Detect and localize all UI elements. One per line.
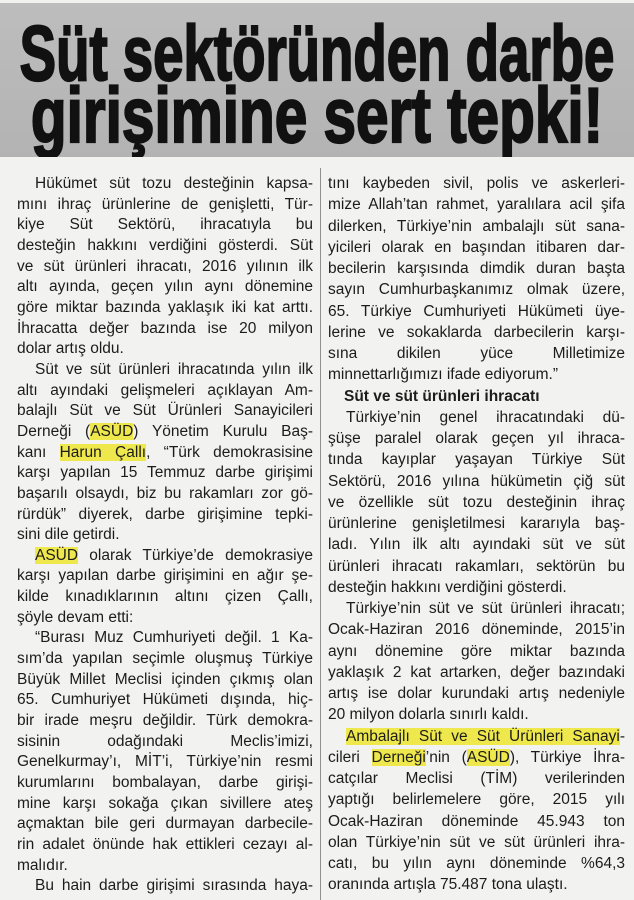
text-segment: Derneği ( xyxy=(17,422,91,440)
text-line xyxy=(17,814,313,835)
text-segment: tını kaybeden sivil, polis ve askerleri- xyxy=(328,175,625,192)
headline-line: girişimine sert tepki! xyxy=(30,71,604,157)
headline-line: Süt sektöründen darbe xyxy=(19,9,615,97)
text-line xyxy=(328,449,625,470)
text-segment: ladı. Yılın ilk altı ayındaki süt ve süt xyxy=(328,536,625,554)
text-line xyxy=(17,422,313,443)
text-segment: olan Türkiye’nin süt ve süt ürünleri ihra- xyxy=(328,833,625,851)
paragraph xyxy=(328,598,625,726)
text-segment: - xyxy=(619,727,625,745)
text-segment: desteğin hakkını verdiğini gösterdi. Süt xyxy=(17,236,313,254)
text-segment: yaklaşık 2 kat artarken, değer bazındaki xyxy=(328,663,625,681)
text-line xyxy=(328,364,625,385)
text-line xyxy=(17,381,313,402)
highlighted-text: ASÜD xyxy=(35,546,79,564)
text-segment: oranında artışla 75.487 tona ulaştı. xyxy=(328,876,568,894)
text-line xyxy=(328,598,625,619)
text-segment: Büyük Millet Meclisi içinden çıkmış olan xyxy=(17,670,313,688)
text-line xyxy=(17,463,313,484)
text-line xyxy=(17,195,313,216)
text-segment: ’nin ( xyxy=(425,748,467,766)
text-line xyxy=(328,662,625,683)
text-segment: Genelkurmay’ı, MİT’i, Türkiye’nin resmi xyxy=(17,753,313,771)
paragraph xyxy=(328,726,625,896)
text-line xyxy=(328,534,625,555)
text-segment: Ocak-Haziran 2016 döneminde, 2015’in xyxy=(328,621,625,639)
text-line xyxy=(328,513,625,534)
text-line xyxy=(17,649,313,670)
text-line xyxy=(17,443,313,464)
text-line xyxy=(17,835,313,856)
text-line xyxy=(17,215,313,236)
text-segment: mize Allah’tan rahmet, yaralılara acil şifa xyxy=(328,196,625,214)
text-segment: yaptığı belirlemelere göre, 2015 yılı xyxy=(328,791,625,809)
text-line xyxy=(17,773,313,794)
text-line xyxy=(17,505,313,526)
text-line xyxy=(17,484,313,505)
text-line xyxy=(17,732,313,753)
text-segment: olarak Türkiye’de demokrasiye xyxy=(78,546,313,564)
paragraph xyxy=(17,876,313,897)
text-segment: Türkiye’nin süt ve süt ürünleri ihracatı; xyxy=(346,600,625,617)
text-segment: balajlı Süt ve Süt Ürünleri Sanayicileri xyxy=(17,402,313,420)
text-segment: aynı dönemine göre miktar bazında xyxy=(328,642,625,660)
text-segment: kiye Süt Sektörü, ihracatıyla bu xyxy=(17,216,313,234)
text-line xyxy=(328,258,625,279)
paragraph xyxy=(17,174,313,360)
article-column-left xyxy=(17,174,313,897)
highlighted-text: ASÜD xyxy=(466,748,510,766)
paragraph xyxy=(328,407,625,598)
text-line xyxy=(17,257,313,278)
text-line xyxy=(17,546,313,567)
text-line xyxy=(17,401,313,422)
text-line xyxy=(17,277,313,298)
text-segment: ) Yönetim Kurulu Baş- xyxy=(133,422,314,440)
text-segment: sayın Cumhurbaşkanımız olmak üzere, xyxy=(328,281,625,299)
text-line xyxy=(17,628,313,649)
text-line xyxy=(328,322,625,343)
subheading: Süt ve süt ürünleri ihracatı xyxy=(344,387,540,405)
text-segment: ), Türkiye İhra- xyxy=(509,748,625,766)
text-segment: Bu hain darbe girişimi sırasında haya- xyxy=(35,877,313,895)
text-line xyxy=(328,789,625,810)
text-segment: şüşe paralel olarak geçen yıl ihraca- xyxy=(328,430,625,447)
text-line xyxy=(17,752,313,773)
text-line xyxy=(328,619,625,640)
text-line xyxy=(17,174,313,195)
text-segment: başarılı olsaydı, biz bu rakamları zor gö- xyxy=(17,484,313,502)
text-segment: bir irade meşru değildir. Türk demokra- xyxy=(17,712,313,730)
text-segment: mını ihraç ürünlerine de genişletti, Tür- xyxy=(17,195,313,213)
text-segment: “Burası Muz Cumhuriyeti değil. 1 Ka- xyxy=(35,629,313,647)
text-segment: açmaktan bile geri durmayan darbecile- xyxy=(17,815,313,833)
text-segment: lerine ve sokaklarda darbecilerin karşı- xyxy=(328,323,625,341)
text-segment: sisinin odağındaki Meclis’imizi, xyxy=(17,732,313,750)
text-line xyxy=(328,216,625,237)
highlighted-text: Harun Çallı xyxy=(59,443,147,461)
text-line xyxy=(17,794,313,815)
text-line xyxy=(328,471,625,492)
text-segment: , “Türk demokrasisine xyxy=(146,443,314,461)
text-segment: Sektörü, 2016 yılına hükümetin çiğ süt xyxy=(328,472,625,490)
text-line xyxy=(328,853,625,874)
text-line xyxy=(328,407,625,428)
text-line xyxy=(328,704,625,725)
text-segment: ürünleri ihracatı rakamları, sektörün bu xyxy=(328,557,625,575)
text-line xyxy=(17,608,313,629)
text-line xyxy=(328,556,625,577)
text-segment: desteğin hakkını verdiğini gösterdi. xyxy=(328,578,567,596)
text-line xyxy=(17,587,313,608)
highlighted-text: ASÜD xyxy=(90,422,134,440)
text-segment: göre miktar bazında yaklaşık iki kat arttı. xyxy=(17,298,313,316)
text-line xyxy=(328,726,625,747)
text-segment: İhracatta değer bazında ise 20 milyon xyxy=(17,319,313,337)
text-line xyxy=(328,832,625,853)
text-line xyxy=(328,173,625,194)
article-column-right xyxy=(328,173,625,896)
text-segment: yicileri olarak en başından itibaren dar- xyxy=(328,238,625,256)
text-line xyxy=(328,301,625,322)
text-line xyxy=(17,566,313,587)
text-segment: minnettarlığımızı ifade ediyorum.” xyxy=(328,366,559,384)
text-line xyxy=(328,492,625,513)
text-segment: becilerin karşısında dimdik duran başta xyxy=(328,260,625,277)
text-line xyxy=(328,747,625,768)
text-segment: kanı xyxy=(17,443,60,461)
text-line xyxy=(328,343,625,364)
text-segment: ürünlerine genişletilmesi kararıyla baş- xyxy=(328,515,625,532)
text-segment: dilerken, Türkiye’nin ambalajlı süt sana- xyxy=(328,217,625,235)
text-segment: Süt ve süt ürünleri ihracatında yılın ilk xyxy=(35,360,313,378)
text-line xyxy=(17,690,313,711)
text-segment: karşı yapılan 15 Temmuz darbe girişimi xyxy=(17,464,313,482)
text-segment: karşı yapılan darbe girişimini en ağır şe- xyxy=(17,567,313,585)
text-segment: mine karşı sokağa çıkan sivillere ateş xyxy=(17,794,313,812)
text-segment: artış ise dolar kurundaki artış nedeniyle xyxy=(328,685,625,702)
text-line xyxy=(17,670,313,691)
text-segment: ve özellikle süt tozu desteğinin ihraç xyxy=(328,493,625,511)
text-segment: altı ayında, geçen yılın aynı dönemine xyxy=(17,278,313,296)
text-line xyxy=(328,874,625,895)
text-segment: tında kayıplar yaşayan Türkiye Süt xyxy=(328,451,625,469)
text-line xyxy=(17,876,313,897)
text-line xyxy=(328,811,625,832)
text-line xyxy=(17,711,313,732)
paragraph xyxy=(328,173,625,386)
text-segment: cileri xyxy=(328,748,372,766)
text-line xyxy=(17,319,313,340)
text-segment: rin adalet önünde hak ettikleri cezayı al- xyxy=(17,836,313,853)
text-line xyxy=(328,279,625,300)
column-divider xyxy=(320,168,321,900)
paragraph xyxy=(17,360,313,546)
headline-banner xyxy=(0,3,634,157)
text-segment: şöyle devam etti: xyxy=(17,608,134,626)
text-line xyxy=(17,236,313,257)
text-segment: Hükümet süt tozu desteğinin kapsa- xyxy=(35,175,313,192)
text-segment: 20 milyon dolarla sınırlı kaldı. xyxy=(328,706,529,724)
text-segment: altı ayındaki gelişmeleri açıklayan Am- xyxy=(17,381,313,399)
text-segment: ve süt ürünleri ihracatı, 2016 yılının ilk xyxy=(17,257,313,275)
text-line xyxy=(328,194,625,215)
text-segment: Ocak-Haziran döneminde 45.943 ton xyxy=(328,812,625,830)
text-segment: malıdır. xyxy=(17,856,68,874)
text-segment: 65. Cumhuriyet Hükümeti dışında, hiç- xyxy=(17,691,313,709)
text-segment: dolar artış oldu. xyxy=(17,340,124,358)
text-segment: sına dikilen yüce Milletimize xyxy=(328,345,625,362)
text-line xyxy=(328,237,625,258)
text-line xyxy=(17,360,313,381)
text-segment: rürdük” diyerek, darbe girişimine tepki- xyxy=(17,505,313,523)
text-line xyxy=(17,856,313,877)
text-line xyxy=(17,339,313,360)
text-segment: kurumlarını bombalayan, darbe girişi- xyxy=(17,774,313,792)
text-segment: sini dile getirdi. xyxy=(17,526,120,544)
text-line xyxy=(328,641,625,662)
highlighted-text: Derneği xyxy=(371,748,426,766)
text-segment: sım’da yapılan seçimle oluşmuş Türkiye xyxy=(17,650,313,668)
paragraph xyxy=(17,546,313,629)
text-segment: Türkiye’nin genel ihracatındaki dü- xyxy=(346,408,625,426)
text-line xyxy=(17,525,313,546)
text-line xyxy=(328,683,625,704)
text-segment: catı, bu yılın aynı döneminde %64,3 xyxy=(328,855,625,872)
paragraph xyxy=(17,628,313,876)
text-line xyxy=(328,428,625,449)
text-segment: catçılar Meclisi (TİM) verilerinden xyxy=(328,770,625,787)
text-line xyxy=(328,577,625,598)
text-line xyxy=(17,298,313,319)
text-segment: kilde kınadıklarının altını çizen Çallı, xyxy=(17,588,313,606)
text-segment: 65. Türkiye Cumhuriyeti Hükümeti üye- xyxy=(328,302,625,320)
highlighted-text: Ambalajlı Süt ve Süt Ürünleri Sanayi xyxy=(346,727,620,745)
text-line xyxy=(328,768,625,789)
